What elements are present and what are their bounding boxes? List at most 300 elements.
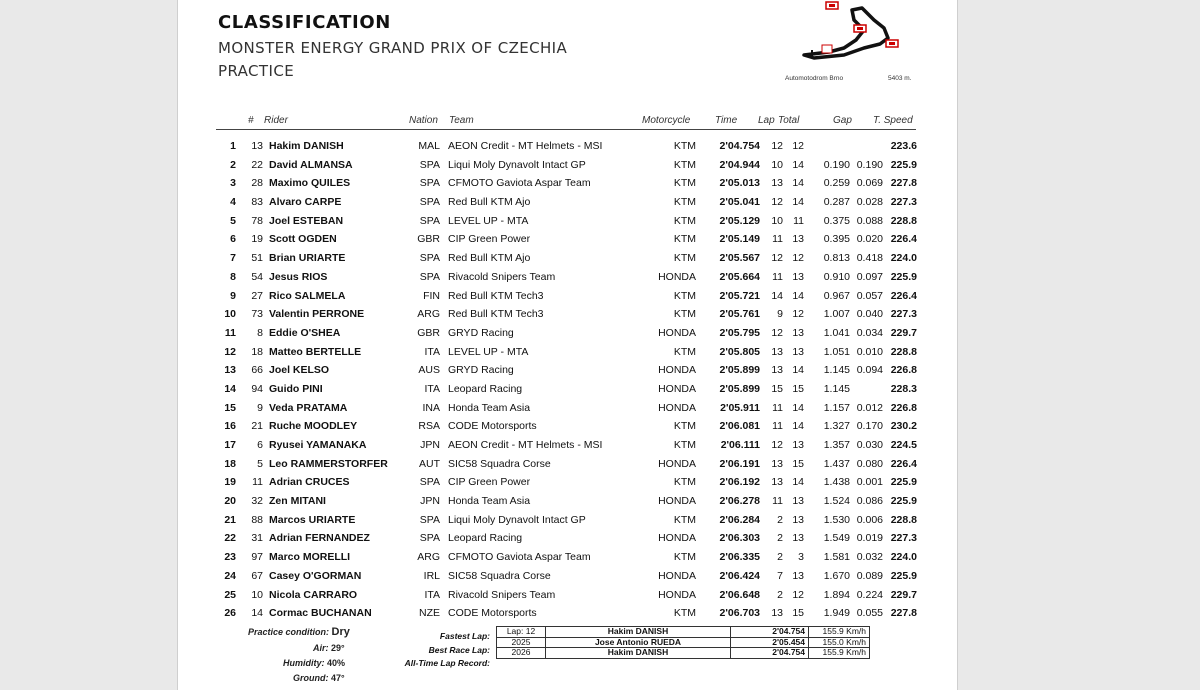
record-time: 2'04.754 <box>731 627 809 638</box>
cell-lap: 13 <box>771 345 783 358</box>
cell-total: 15 <box>792 457 804 470</box>
cell-speed: 224.0 <box>890 252 917 265</box>
cell-motorcycle: HONDA <box>658 382 696 395</box>
cell-nation: IRL <box>423 569 440 582</box>
cell-motorcycle: KTM <box>673 196 696 209</box>
cell-lap: 13 <box>771 476 783 489</box>
cell-team: AEON Credit - MT Helmets - MSI <box>448 140 603 152</box>
cell-rider: Ryusei YAMANAKA <box>269 439 367 451</box>
cell-motorcycle: HONDA <box>658 457 696 470</box>
cell-gap-first: 1.157 <box>823 401 850 414</box>
cell-team: Rivacold Snipers Team <box>448 270 556 283</box>
cell-gap-first: 1.524 <box>823 495 850 508</box>
classification-sheet <box>177 0 958 690</box>
cell-total: 13 <box>792 569 804 582</box>
col-header-num: # <box>248 115 254 126</box>
cell-motorcycle: KTM <box>673 607 696 620</box>
cell-nation: SPA <box>419 177 440 190</box>
table-row <box>216 325 918 344</box>
cell-number: 97 <box>251 551 263 564</box>
cell-nation: ARG <box>417 551 440 564</box>
cell-rider: David ALMANSA <box>269 158 353 171</box>
cell-lap: 9 <box>777 308 783 321</box>
cell-time: 2'05.721 <box>719 289 760 302</box>
cell-motorcycle: KTM <box>673 476 696 489</box>
cell-nation: SPA <box>419 214 440 227</box>
cell-nation: FIN <box>423 289 440 302</box>
cell-rider: Marcos URIARTE <box>269 513 356 526</box>
cell-nation: ITA <box>424 345 440 358</box>
cell-gap-prev: 0.170 <box>856 420 883 433</box>
cell-gap-first: 1.581 <box>823 551 850 564</box>
cell-gap-prev: 0.040 <box>856 308 883 321</box>
cell-position: 9 <box>230 289 236 302</box>
cell-speed: 227.3 <box>890 532 917 545</box>
cell-total: 14 <box>792 158 804 171</box>
cell-number: 13 <box>251 140 263 152</box>
cell-position: 8 <box>230 270 236 283</box>
table-row <box>216 456 918 475</box>
cell-speed: 227.3 <box>890 308 917 321</box>
cell-gap-first: 1.051 <box>823 345 850 358</box>
cell-motorcycle: KTM <box>673 214 696 227</box>
cell-gap-first: 1.041 <box>823 326 850 339</box>
cell-team: CODE Motorsports <box>448 607 537 620</box>
cell-gap-prev: 0.019 <box>856 532 883 545</box>
cell-speed: 226.8 <box>890 401 917 414</box>
cell-gap-prev: 0.088 <box>856 214 883 227</box>
cell-position: 18 <box>224 457 236 470</box>
cell-lap: 2 <box>777 588 783 601</box>
cell-team: GRYD Racing <box>448 326 514 339</box>
table-row <box>216 269 918 288</box>
cell-nation: SPA <box>419 270 440 283</box>
col-header-motorcycle: Motorcycle <box>642 115 691 126</box>
cell-nation: SPA <box>419 158 440 171</box>
cell-team: LEVEL UP - MTA <box>448 214 529 227</box>
cell-number: 32 <box>251 495 263 508</box>
cell-rider: Valentin PERRONE <box>269 308 365 321</box>
cell-motorcycle: HONDA <box>658 532 696 545</box>
cell-lap: 15 <box>771 382 783 395</box>
session-name: PRACTICE <box>218 62 295 80</box>
practice-condition <box>248 626 350 638</box>
cell-speed: 228.8 <box>890 214 917 227</box>
cell-total: 14 <box>792 196 804 209</box>
cell-number: 9 <box>257 401 263 414</box>
cell-time: 2'05.805 <box>719 345 760 358</box>
ground-value: 47° <box>331 673 345 683</box>
cell-rider: Matteo BERTELLE <box>269 345 362 358</box>
cell-gap-first: 1.670 <box>823 569 850 582</box>
cell-number: 8 <box>257 326 263 339</box>
cell-speed: 224.5 <box>890 439 917 451</box>
cell-motorcycle: KTM <box>673 439 696 451</box>
cell-gap-prev: 0.020 <box>856 233 883 246</box>
table-row <box>216 138 918 157</box>
cell-nation: SPA <box>419 513 440 526</box>
record-time: 2'05.454 <box>731 637 809 648</box>
col-header-lap: Lap <box>758 115 775 126</box>
table-row <box>216 474 918 493</box>
cell-gap-prev: 0.012 <box>856 401 883 414</box>
cell-rider: Cormac BUCHANAN <box>269 607 372 620</box>
cell-nation: NZE <box>419 607 440 620</box>
cell-number: 54 <box>251 270 263 283</box>
cell-position: 22 <box>224 532 236 545</box>
cell-motorcycle: KTM <box>673 513 696 526</box>
cell-position: 21 <box>224 513 236 526</box>
table-row <box>216 288 918 307</box>
cell-rider: Adrian CRUCES <box>269 476 350 489</box>
cell-time: 2'05.041 <box>719 196 760 209</box>
cell-gap-first: 1.145 <box>823 364 850 377</box>
cell-number: 78 <box>251 214 263 227</box>
record-time: 2'04.754 <box>731 648 809 659</box>
cell-gap-prev: 0.030 <box>856 439 883 451</box>
cell-gap-prev: 0.086 <box>856 495 883 508</box>
header-divider <box>216 129 916 130</box>
col-header-team: Team <box>449 115 474 126</box>
table-row <box>216 568 918 587</box>
cell-nation: SPA <box>419 476 440 489</box>
table-row <box>216 437 918 456</box>
cell-team: CFMOTO Gaviota Aspar Team <box>448 551 591 564</box>
cell-team: SIC58 Squadra Corse <box>448 569 551 582</box>
ground-temp <box>293 673 345 683</box>
record-speed: 155.0 Km/h <box>809 637 870 648</box>
cell-gap-prev: 0.190 <box>856 158 883 171</box>
cell-speed: 225.9 <box>890 158 917 171</box>
cell-motorcycle: KTM <box>673 345 696 358</box>
cell-motorcycle: KTM <box>673 177 696 190</box>
cell-number: 51 <box>251 252 263 265</box>
cell-lap: 11 <box>772 420 783 433</box>
cell-speed: 227.3 <box>890 196 917 209</box>
cell-team: Red Bull KTM Tech3 <box>448 308 544 321</box>
track-map-icon <box>784 0 914 68</box>
cell-team: Red Bull KTM Ajo <box>448 196 531 209</box>
cell-total: 13 <box>792 495 804 508</box>
cell-total: 13 <box>792 326 804 339</box>
cell-speed: 223.6 <box>890 140 917 152</box>
cell-rider: Rico SALMELA <box>269 289 346 302</box>
cell-team: Liqui Moly Dynavolt Intact GP <box>448 158 586 171</box>
cell-number: 10 <box>251 588 263 601</box>
cell-total: 14 <box>792 177 804 190</box>
cell-number: 28 <box>251 177 263 190</box>
humidity-value: 40% <box>327 658 346 668</box>
cell-lap: 13 <box>771 457 783 470</box>
cell-nation: AUT <box>419 457 440 470</box>
col-header-nation: Nation <box>409 115 438 126</box>
cell-rider: Casey O'GORMAN <box>269 569 362 582</box>
cell-nation: MAL <box>418 140 440 152</box>
cell-team: CIP Green Power <box>448 476 531 489</box>
cell-gap-prev: 0.034 <box>856 326 883 339</box>
air-label: Air: <box>313 643 329 653</box>
air-value: 29° <box>331 643 345 653</box>
cell-motorcycle: HONDA <box>658 495 696 508</box>
table-row <box>216 493 918 512</box>
cell-time: 2'05.761 <box>719 308 760 321</box>
cell-lap: 10 <box>771 158 783 171</box>
cell-rider: Eddie O'SHEA <box>269 326 341 339</box>
cell-gap-prev: 0.010 <box>856 345 883 358</box>
cell-total: 14 <box>792 476 804 489</box>
cell-rider: Scott OGDEN <box>269 233 337 246</box>
cell-rider: Guido PINI <box>269 382 323 395</box>
cell-team: Liqui Moly Dynavolt Intact GP <box>448 513 586 526</box>
table-row <box>216 250 918 269</box>
cell-nation: INA <box>422 401 440 414</box>
cell-number: 88 <box>251 513 263 526</box>
cell-lap: 11 <box>772 233 783 246</box>
cell-total: 15 <box>792 382 804 395</box>
cell-position: 14 <box>224 382 236 395</box>
cell-speed: 225.9 <box>890 270 917 283</box>
cell-team: Honda Team Asia <box>448 401 531 414</box>
cell-time: 2'05.129 <box>719 214 760 227</box>
cell-team: CODE Motorsports <box>448 420 537 433</box>
table-row <box>216 587 918 606</box>
cell-time: 2'04.944 <box>719 158 760 171</box>
cell-time: 2'05.013 <box>719 177 760 190</box>
cell-lap: 13 <box>771 364 783 377</box>
cell-nation: SPA <box>419 252 440 265</box>
cell-total: 11 <box>793 214 804 227</box>
cell-rider: Veda PRATAMA <box>269 401 348 414</box>
cell-speed: 228.8 <box>890 513 917 526</box>
record-rider: Hakim DANISH <box>546 627 731 638</box>
cell-motorcycle: KTM <box>673 140 696 152</box>
cell-time: 2'06.424 <box>719 569 760 582</box>
track-name: Automotodrom Brno <box>785 75 844 82</box>
table-row <box>216 157 918 176</box>
cell-time: 2'06.278 <box>719 495 760 508</box>
cell-time: 2'05.664 <box>719 270 760 283</box>
cell-total: 14 <box>792 401 804 414</box>
cell-nation: ITA <box>424 588 440 601</box>
cell-position: 1 <box>230 140 236 152</box>
cell-rider: Leo RAMMERSTORFER <box>269 457 388 470</box>
cell-motorcycle: KTM <box>673 308 696 321</box>
cell-position: 3 <box>230 177 236 190</box>
cell-gap-first: 0.287 <box>823 196 850 209</box>
cell-lap: 10 <box>771 214 783 227</box>
cell-lap: 12 <box>771 196 783 209</box>
cell-lap: 13 <box>771 607 783 620</box>
cell-position: 24 <box>224 569 236 582</box>
record-ref: 2025 <box>497 637 546 648</box>
cell-number: 94 <box>251 382 263 395</box>
cell-speed: 228.3 <box>890 382 917 395</box>
fastest-lap-label: Fastest Lap: <box>439 631 490 641</box>
cell-number: 6 <box>257 439 263 451</box>
cell-nation: SPA <box>419 196 440 209</box>
cell-position: 2 <box>230 158 236 171</box>
cell-nation: GBR <box>417 233 440 246</box>
cell-gap-prev: 0.094 <box>856 364 883 377</box>
practice-condition-label: Practice condition: <box>248 627 330 637</box>
cell-speed: 229.7 <box>890 326 917 339</box>
cell-lap: 13 <box>771 177 783 190</box>
record-row <box>497 627 870 638</box>
record-speed: 155.9 Km/h <box>809 627 870 638</box>
cell-total: 13 <box>792 345 804 358</box>
cell-number: 18 <box>251 345 263 358</box>
cell-number: 27 <box>251 289 263 302</box>
cell-gap-prev: 0.224 <box>856 588 883 601</box>
cell-rider: Zen MITANI <box>269 495 326 508</box>
cell-team: Red Bull KTM Tech3 <box>448 289 544 302</box>
cell-motorcycle: HONDA <box>658 401 696 414</box>
cell-total: 14 <box>792 420 804 433</box>
cell-lap: 11 <box>772 270 783 283</box>
cell-nation: JPN <box>420 439 440 451</box>
cell-time: 2'05.567 <box>719 252 760 265</box>
col-header-gap: Gap <box>833 115 852 126</box>
cell-lap: 2 <box>777 532 783 545</box>
cell-time: 2'05.795 <box>719 326 760 339</box>
cell-gap-prev: 0.001 <box>856 476 883 489</box>
cell-nation: SPA <box>419 532 440 545</box>
cell-nation: GBR <box>417 326 440 339</box>
cell-total: 12 <box>792 588 804 601</box>
cell-number: 22 <box>251 158 263 171</box>
cell-number: 5 <box>257 457 263 470</box>
cell-position: 5 <box>230 214 236 227</box>
cell-speed: 230.2 <box>890 420 917 433</box>
table-row <box>216 549 918 568</box>
table-row <box>216 362 918 381</box>
cell-speed: 226.4 <box>890 233 917 246</box>
cell-rider: Nicola CARRARO <box>269 588 358 601</box>
cell-gap-first: 0.375 <box>823 214 850 227</box>
table-row <box>216 418 918 437</box>
cell-team: Rivacold Snipers Team <box>448 588 556 601</box>
cell-position: 7 <box>230 252 236 265</box>
cell-speed: 226.4 <box>890 289 917 302</box>
cell-speed: 225.9 <box>890 569 917 582</box>
humidity-label: Humidity: <box>283 658 325 668</box>
cell-team: CFMOTO Gaviota Aspar Team <box>448 177 591 190</box>
cell-total: 15 <box>792 607 804 620</box>
cell-time: 2'06.703 <box>719 607 760 620</box>
cell-nation: RSA <box>418 420 440 433</box>
cell-total: 14 <box>792 289 804 302</box>
cell-number: 21 <box>251 420 263 433</box>
cell-number: 19 <box>251 233 263 246</box>
cell-motorcycle: HONDA <box>658 326 696 339</box>
cell-position: 15 <box>224 401 236 414</box>
cell-motorcycle: KTM <box>673 420 696 433</box>
cell-time: 2'06.111 <box>720 439 760 451</box>
cell-speed: 227.8 <box>890 177 917 190</box>
cell-team: GRYD Racing <box>448 364 514 377</box>
cell-gap-first: 0.259 <box>823 177 850 190</box>
cell-team: SIC58 Squadra Corse <box>448 457 551 470</box>
record-row <box>497 648 870 659</box>
cell-position: 20 <box>224 495 236 508</box>
cell-rider: Marco MORELLI <box>269 551 351 564</box>
cell-number: 83 <box>251 196 263 209</box>
cell-total: 12 <box>792 252 804 265</box>
cell-rider: Brian URIARTE <box>269 252 346 265</box>
table-row <box>216 194 918 213</box>
cell-rider: Ruche MOODLEY <box>269 420 358 433</box>
cell-total: 12 <box>792 308 804 321</box>
cell-total: 3 <box>798 551 804 564</box>
table-row <box>216 231 918 250</box>
best-race-lap-label: Best Race Lap: <box>428 645 490 655</box>
cell-gap-first: 1.949 <box>823 607 850 620</box>
cell-team: Red Bull KTM Ajo <box>448 252 531 265</box>
cell-rider: Alvaro CARPE <box>269 196 342 209</box>
cell-nation: AUS <box>418 364 440 377</box>
table-row <box>216 213 918 232</box>
cell-team: AEON Credit - MT Helmets - MSI <box>448 439 603 451</box>
cell-rider: Maximo QUILES <box>269 177 351 190</box>
cell-position: 13 <box>224 364 236 377</box>
cell-number: 66 <box>251 364 263 377</box>
record-row <box>497 637 870 648</box>
track-length: 5403 m. <box>888 75 912 82</box>
cell-nation: ARG <box>417 308 440 321</box>
cell-nation: JPN <box>420 495 440 508</box>
cell-time: 2'05.149 <box>719 233 760 246</box>
cell-motorcycle: KTM <box>673 551 696 564</box>
cell-gap-first: 1.530 <box>823 513 850 526</box>
cell-gap-prev: 0.080 <box>856 457 883 470</box>
cell-gap-first: 0.190 <box>823 158 850 171</box>
cell-position: 16 <box>224 420 236 433</box>
cell-gap-prev: 0.057 <box>856 289 883 302</box>
cell-time: 2'06.191 <box>719 457 760 470</box>
cell-gap-prev: 0.032 <box>856 551 883 564</box>
cell-lap: 2 <box>777 551 783 564</box>
cell-total: 13 <box>792 233 804 246</box>
humidity <box>283 658 345 668</box>
cell-time: 2'06.284 <box>719 513 760 526</box>
cell-motorcycle: HONDA <box>658 569 696 582</box>
cell-position: 11 <box>224 326 236 339</box>
cell-lap: 14 <box>771 289 783 302</box>
air-temp <box>313 643 345 653</box>
record-ref: 2026 <box>497 648 546 659</box>
cell-motorcycle: HONDA <box>658 588 696 601</box>
cell-position: 10 <box>224 308 236 321</box>
cell-speed: 225.9 <box>890 476 917 489</box>
cell-speed: 228.8 <box>890 345 917 358</box>
cell-position: 25 <box>224 588 236 601</box>
cell-total: 13 <box>792 513 804 526</box>
cell-lap: 2 <box>777 513 783 526</box>
cell-number: 73 <box>251 308 263 321</box>
cell-time: 2'06.303 <box>719 532 760 545</box>
cell-number: 14 <box>251 607 263 620</box>
cell-position: 4 <box>230 196 236 209</box>
cell-time: 2'04.754 <box>719 140 760 152</box>
cell-speed: 225.9 <box>890 495 917 508</box>
table-row <box>216 530 918 549</box>
cell-motorcycle: HONDA <box>658 364 696 377</box>
cell-speed: 227.8 <box>890 607 917 620</box>
col-header-speed: T. Speed <box>873 115 913 126</box>
cell-time: 2'06.648 <box>719 588 760 601</box>
cell-rider: Hakim DANISH <box>269 140 344 152</box>
cell-speed: 226.8 <box>890 364 917 377</box>
